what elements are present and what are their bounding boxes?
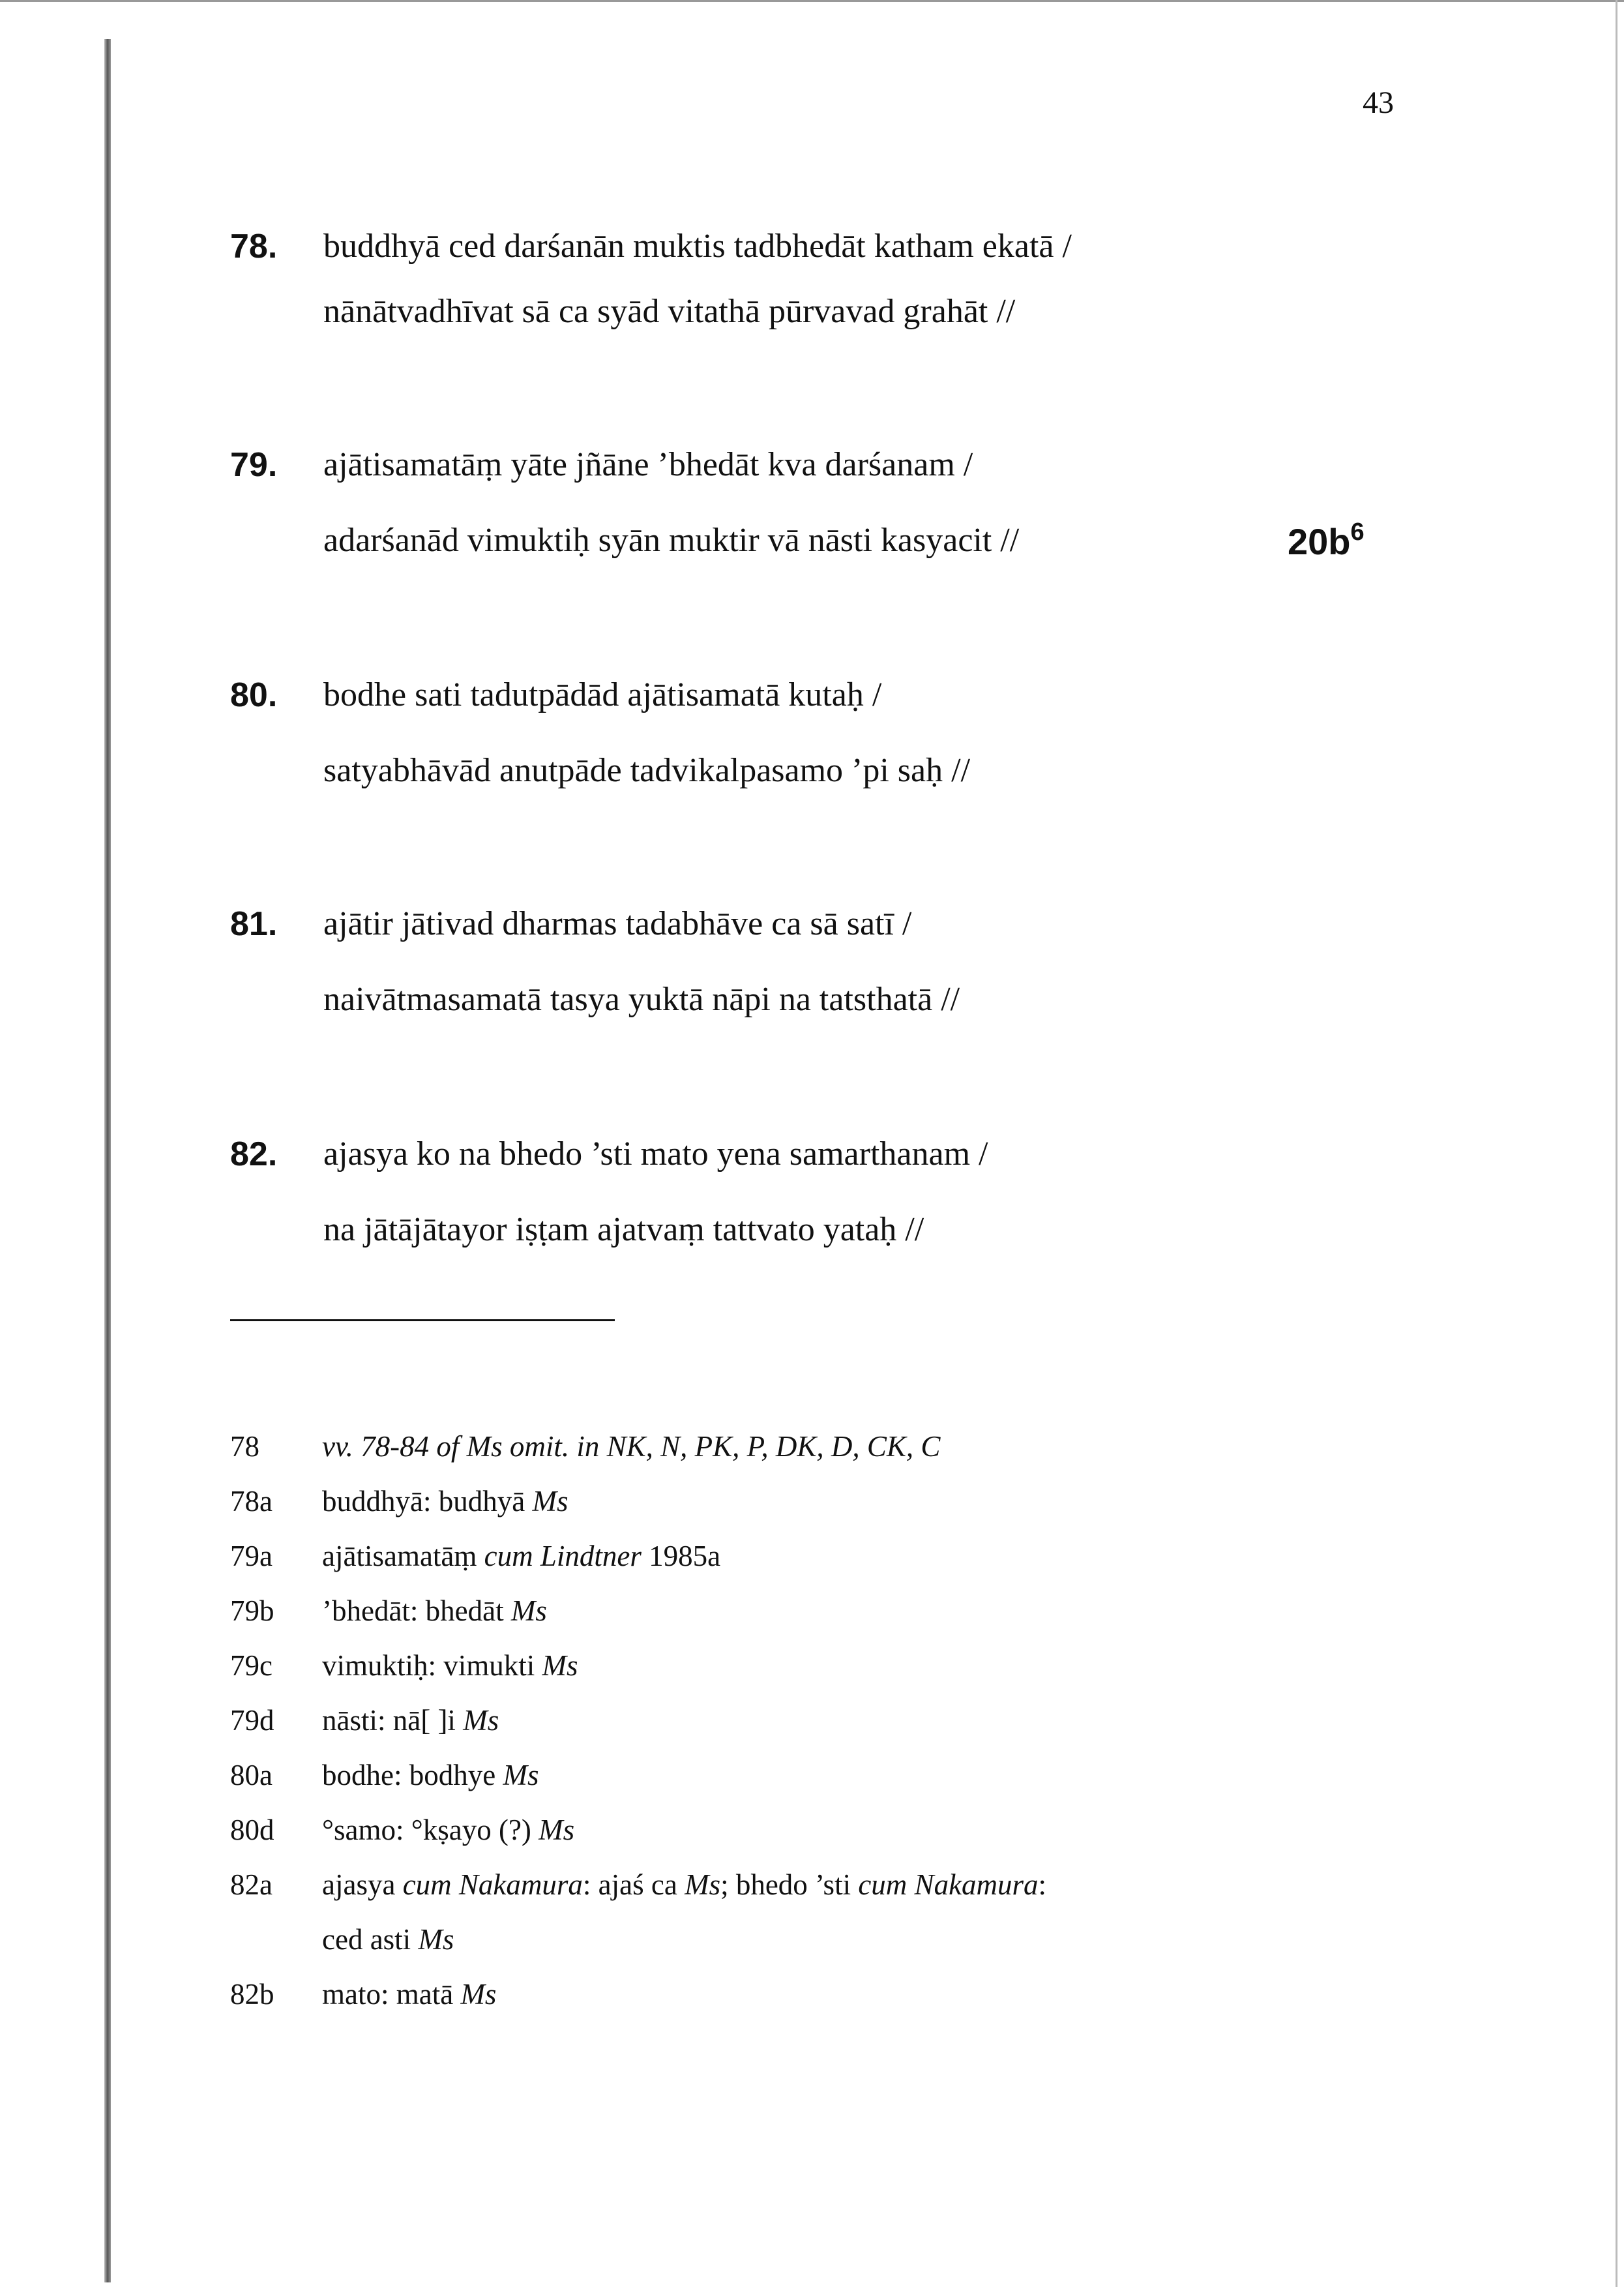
verse-line: buddhyā ced darśanān muktis tadbhedāt katham ekatā / (323, 228, 1072, 265)
footnote-roman-text: ced asti (322, 1923, 419, 1956)
footnote-roman-text: ’bhedāt: bhedāt (322, 1594, 511, 1627)
footnote-text (322, 1596, 547, 1626)
footnote-italic-text: Ms (542, 1649, 578, 1682)
footnote-roman-text: bodhe: bodhye (322, 1759, 503, 1791)
footnote-text (322, 1980, 496, 2009)
folio-base: 20b (1288, 521, 1351, 562)
footnote-italic-text: Ms (503, 1759, 539, 1791)
footnote-label: 79d (230, 1704, 274, 1737)
folio-marker (1288, 518, 1365, 563)
footnote-italic-text: Ms (532, 1485, 568, 1517)
folio-line: 6 (1350, 518, 1365, 546)
verse-line: naivātmasamatā tasya yuktā nāpi na tatsthatā // (323, 981, 960, 1018)
verse-number: 78. (230, 228, 278, 265)
verse-line: ajātir jātivad dharmas tadabhāve ca sā satī / (323, 905, 912, 942)
footnote-label: 79c (230, 1649, 273, 1682)
verse-number: 80. (230, 676, 278, 714)
footnote-italic-text: cum Nakamura (402, 1868, 583, 1901)
footnote-roman-text: mato: matā (322, 1978, 461, 2010)
footnote-text (322, 1706, 499, 1735)
footnote-text (322, 1432, 940, 1461)
footnote-separator (230, 1319, 615, 1321)
footnote-text (322, 1925, 454, 1954)
footnote-label: 78a (230, 1485, 273, 1517)
verse-line: ajātisamatāṃ yāte jñāne ’bhedāt kva darśanam / (323, 446, 973, 483)
footnote-label: 80d (230, 1814, 274, 1846)
footnote-italic-text: Ms (460, 1978, 497, 2010)
page-number: 43 (1363, 85, 1394, 120)
verse-number: 81. (230, 905, 278, 943)
footnote-text (322, 1651, 578, 1681)
footnote-text (322, 1487, 568, 1516)
footnote-label: 79a (230, 1540, 273, 1572)
verse-number: 82. (230, 1135, 278, 1173)
footnote-italic-text: vv. 78-84 of Ms omit. in NK, N, PK, P, DK, D, CK, C (322, 1430, 941, 1463)
footnote-italic-text: Ms (685, 1868, 721, 1901)
footnote-roman-text: vimuktiḥ: vimukti (322, 1649, 542, 1682)
footnote-italic-text: cum Lindtner (484, 1540, 642, 1572)
footnote-text (322, 1542, 720, 1571)
footnote-roman-text: : (1038, 1868, 1047, 1901)
footnote-italic-text: Ms (418, 1923, 454, 1956)
verse-line: satyabhāvād anutpāde tadvikalpasamo ’pi saḥ // (323, 752, 971, 789)
footnote-roman-text: nāsti: nā[ ]i (322, 1704, 464, 1737)
footnote-roman-text: 1985a (641, 1540, 721, 1572)
verse-line: adarśanād vimuktiḥ syān muktir vā nāsti kasyacit // (323, 522, 1020, 559)
footnote-roman-text: buddhyā: budhyā (322, 1485, 533, 1517)
footnote-italic-text: cum Nakamura (858, 1868, 1039, 1901)
footnote-roman-text: ajātisamatāṃ (322, 1540, 484, 1572)
footnote-italic-text: Ms (463, 1704, 499, 1737)
footnote-roman-text: : ajaś ca (582, 1868, 685, 1901)
footnote-text (322, 1816, 574, 1845)
verse-number: 79. (230, 446, 278, 484)
scan-top-edge (0, 0, 1624, 2)
footnote-italic-text: Ms (539, 1814, 575, 1846)
scan-binding-shadow (104, 39, 111, 2282)
footnote-italic-text: Ms (510, 1594, 547, 1627)
footnote-label: 82b (230, 1978, 274, 2010)
footnote-text (322, 1761, 539, 1790)
verse-line: ajasya ko na bhedo ’sti mato yena samarthanam / (323, 1135, 988, 1173)
footnote-label: 80a (230, 1759, 273, 1791)
footnote-roman-text: ; bhedo ’sti (720, 1868, 859, 1901)
verse-line: na jātājātayor iṣṭam ajatvaṃ tattvato yataḥ // (323, 1211, 924, 1248)
footnote-label: 78 (230, 1430, 259, 1463)
scan-right-edge (1616, 0, 1617, 2287)
footnote-roman-text: ajasya (322, 1868, 403, 1901)
footnote-text (322, 1870, 1046, 1900)
footnote-label: 82a (230, 1868, 273, 1901)
footnote-label: 79b (230, 1594, 274, 1627)
verse-line: nānātvadhīvat sā ca syād vitathā pūrvavad grahāt // (323, 293, 1016, 330)
verse-line: bodhe sati tadutpādād ajātisamatā kutaḥ / (323, 676, 882, 713)
footnote-roman-text: °samo: °kṣayo (?) (322, 1814, 539, 1846)
